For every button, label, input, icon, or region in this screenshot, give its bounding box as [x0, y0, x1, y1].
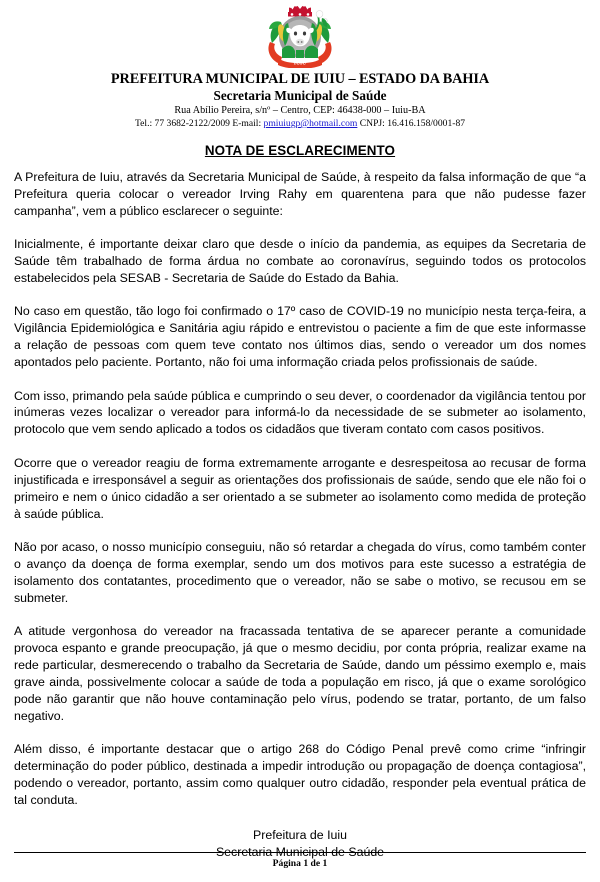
org-address: Rua Abílio Pereira, s/nº – Centro, CEP: 46438-000 – Iuiu-BA [174, 105, 426, 116]
org-contact-line [0, 117, 600, 130]
org-name-line-1: PREFEITURA MUNICIPAL DE IUIU – ESTADO DA BAHIA [110, 71, 490, 87]
email-link[interactable]: pmiuiugp@hotmail.com [263, 118, 358, 129]
signature-line-2: Secretaria Municipal de Saúde [215, 844, 385, 859]
paragraph: Inicialmente, é importante deixar claro que desde o início da pandemia, as equipes da Secretaria de Saúde têm trabalhado de forma árdua no combate ao coronavírus, seguindo todos os protocolos estabelecidos pela SESAB - Secretaria de Saúde do Estado da Bahia. [14, 237, 586, 286]
document-title: NOTA DE ESCLARECIMENTO [204, 143, 396, 158]
paragraph: A atitude vergonhosa do vereador na fracassada tentativa de se aparecer perante a comunidade provoca espanto e grande preocupação, já que o mesmo decidiu, por conta própria, realizar exame na rede particular, desmerecendo o trabalho da Secretaria de Saúde, dando um péssimo exemplo e, mais grave ainda, possivelmente colocar a saúde de toda a população em risco, já que o exame sorológico pode não garantir que não houve contaminação pelo vírus, podendo se tratar, portanto, de um falso negativo. [14, 624, 586, 723]
letterhead [0, 0, 600, 130]
paragraph: A Prefeitura de Iuiu, através da Secretaria Municipal de Saúde, à respeito da falsa informação de que “a Prefeitura queria colocar o vereador Irving Rahy em quarentena para que não pudesse fazer campanha”, vem a público esclarecer o seguinte: [14, 170, 586, 218]
iuiu-coat-of-arms-icon [262, 2, 338, 68]
paragraph: Não por acaso, o nosso município conseguiu, não só retardar a chegada do vírus, como também conter o avanço da doença de forma exemplar, sendo um dos motivos para este sucesso a estratégia de isolamento dos contatantes, procedimento que o vereador, não se sabe o motivo, se recusou em se submeter. [14, 539, 586, 605]
contact-cnpj-text: CNPJ: 16.416.158/0001-87 [357, 118, 466, 129]
paragraph: Com isso, primando pela saúde pública e cumprindo o seu dever, o coordenador da vigilância tentou por inúmeras vezes localizar o vereador para informá-lo da necessidade de se submeter ao isolamento, protocolo que vem sendo aplicado a todos os cidadãos que tiveram contato com casos positivos. [14, 388, 586, 437]
org-name-line-2: Secretaria Municipal de Saúde [213, 88, 387, 103]
paragraph: Além disso, é importante destacar que o artigo 268 do Código Penal prevê como crime “infringir determinação do poder público, destinada a impedir introdução ou propagação de doença contagiosa”, podendo o vereador, portanto, assim como qualquer outro cidadão, responder pela eventual prática de tal conduta. [14, 741, 586, 807]
crest-motto-text: IUIU [293, 60, 307, 67]
footer-divider [14, 852, 586, 853]
document-body [14, 158, 586, 861]
paragraph: No caso em questão, tão logo foi confirmado o 17º caso de COVID-19 no município nesta terça-feira, a Vigilância Epidemiológica e Sanitária agiu rápido e entrevistou o paciente a fim de que este informasse a relação de pessoas com quem teve contato nos últimos dias, sendo o vereador um dos nomes apontados pelo paciente. Portanto, não foi uma informação criada pelos profissionais de saúde. [14, 304, 586, 370]
contact-phone-text: Tel.: 77 3682-2122/2009 E-mail: [134, 118, 264, 129]
page-footer [14, 852, 586, 869]
page-number-label: Página 1 de 1 [272, 858, 328, 869]
paragraph: Ocorre que o vereador reagiu de forma extremamente arrogante e desrespeitosa ao recusar de forma injustificada e irresponsável a seguir as orientações dos profissionais de saúde, sendo que ele não foi o primeiro e nem o único cidadão a ser orientado a se submeter ao isolamento como medida de proteção à saúde pública. [14, 455, 586, 521]
signature-line-1: Prefeitura de Iuiu [252, 827, 347, 842]
